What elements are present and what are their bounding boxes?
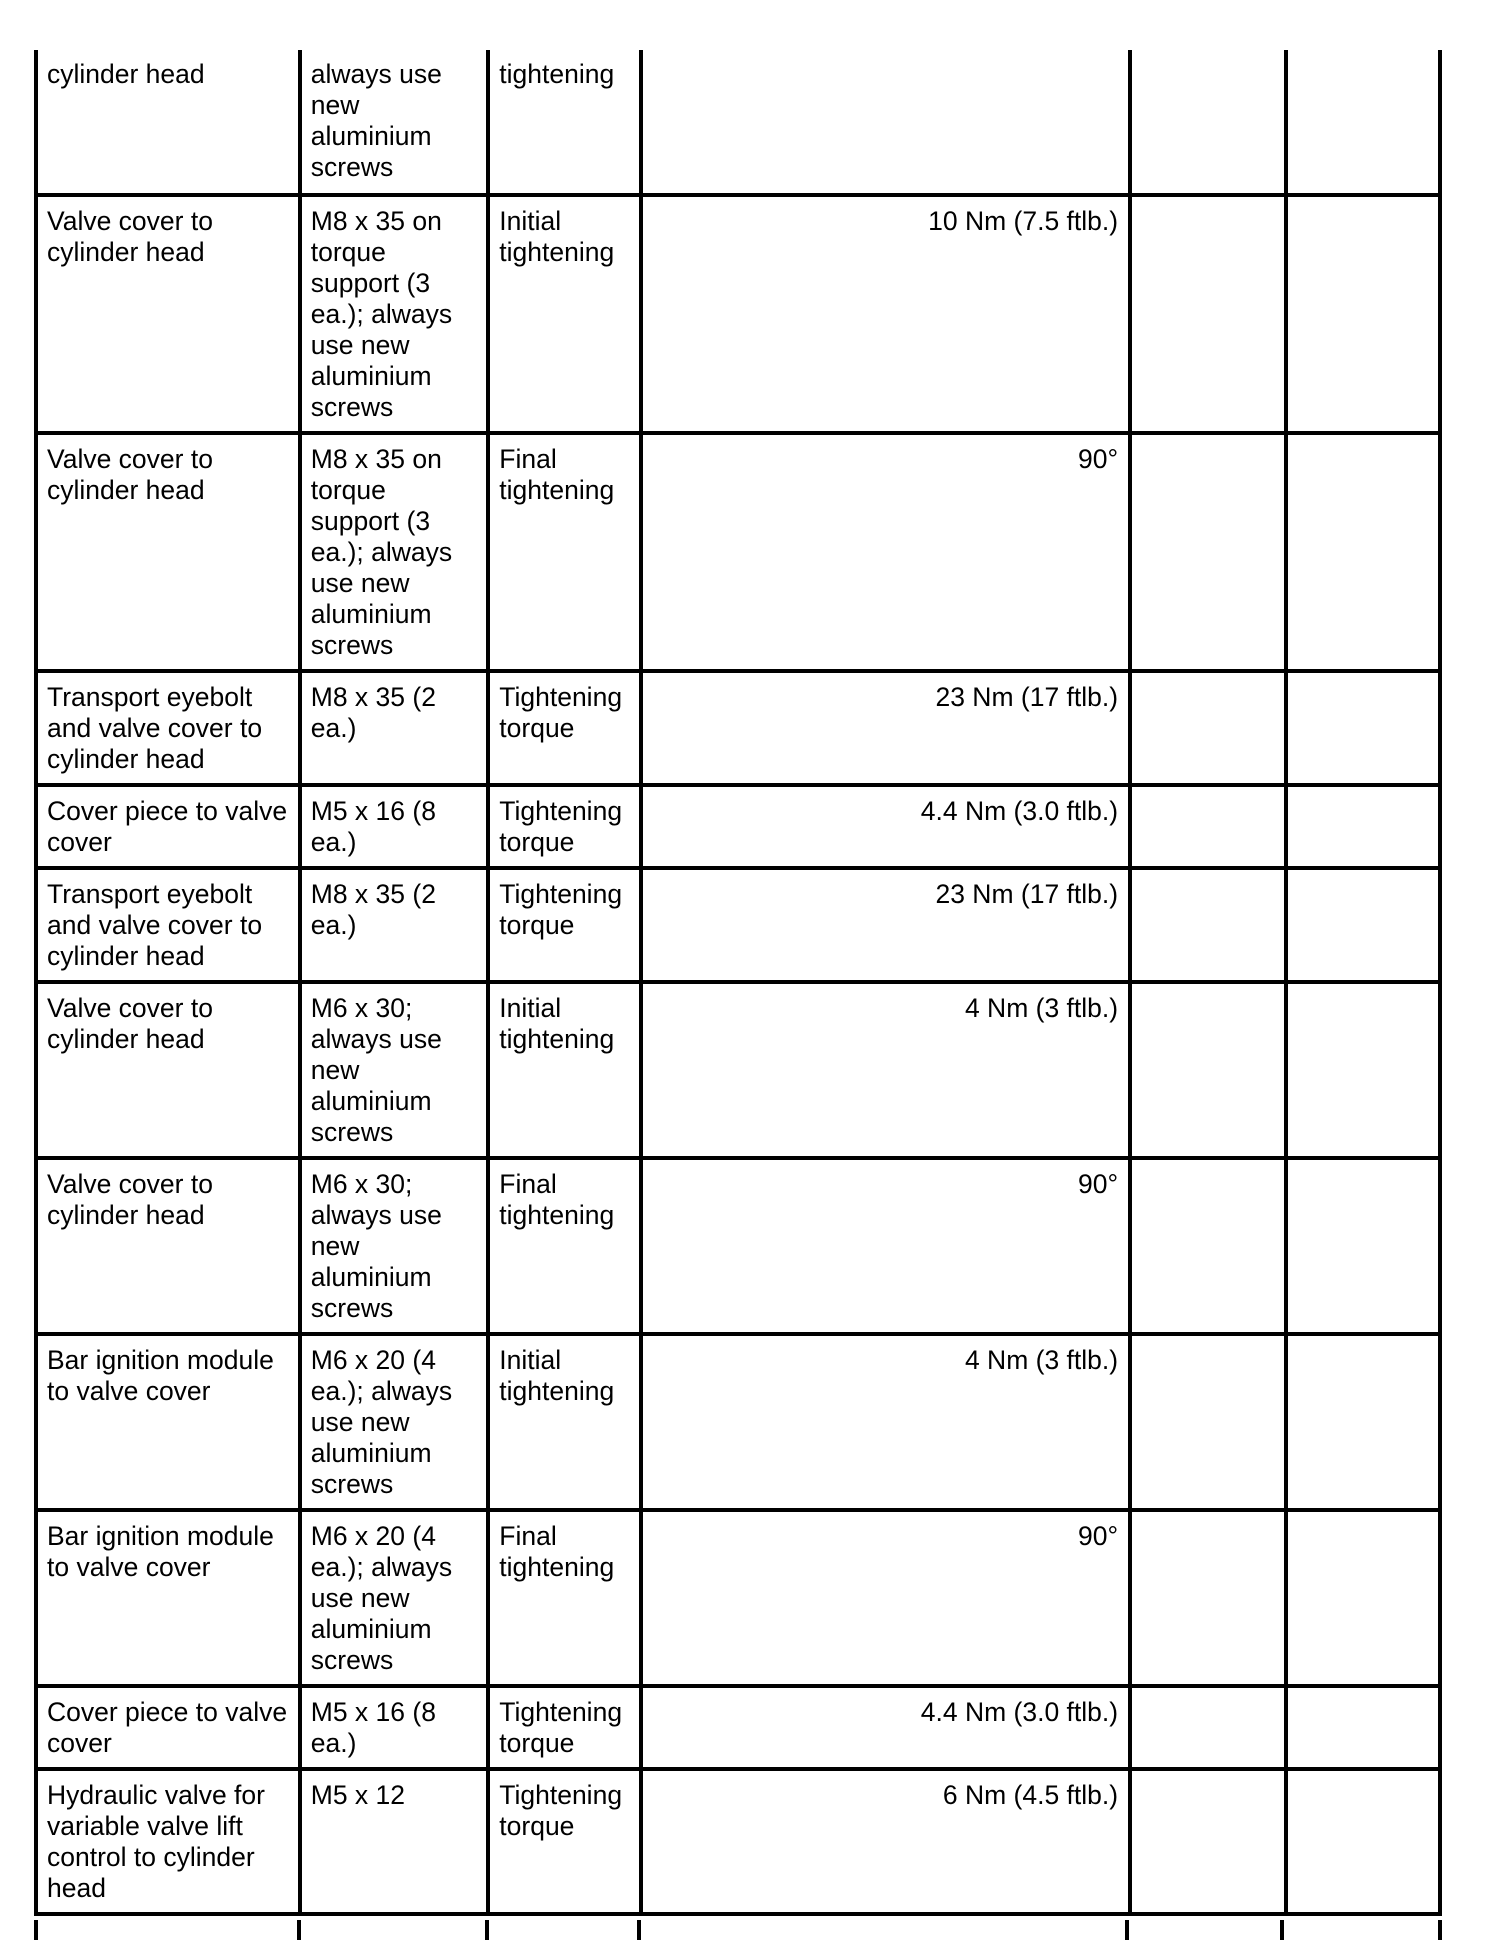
fastener-cell: M6 x 20 (4 ea.); always use new aluminium screws: [300, 1510, 489, 1686]
table-row: [36, 982, 1440, 1158]
fastener-cell: M8 x 35 (2 ea.): [300, 671, 489, 785]
torque-value-cell: 90°: [641, 1158, 1130, 1334]
stage-cell: Initial tightening: [488, 982, 640, 1158]
torque-value-cell: 23 Nm (17 ftlb.): [641, 868, 1130, 982]
empty-cell: [1286, 50, 1440, 195]
column-rule: [1125, 1920, 1280, 1940]
fastener-cell: M8 x 35 (2 ea.): [300, 868, 489, 982]
component-cell: cylinder head: [36, 50, 300, 195]
empty-cell: [1130, 1510, 1285, 1686]
empty-cell: [1130, 1686, 1285, 1769]
stage-cell: tightening: [488, 50, 640, 195]
component-cell: Valve cover to cylinder head: [36, 433, 300, 671]
table-row: [36, 433, 1440, 671]
table-row: [36, 195, 1440, 433]
fastener-cell: always use new aluminium screws: [300, 50, 489, 195]
table-row: [36, 50, 1440, 195]
stage-cell: Initial tightening: [488, 195, 640, 433]
empty-cell: [1130, 1158, 1285, 1334]
empty-cell: [1130, 982, 1285, 1158]
fastener-cell: M6 x 30; always use new aluminium screws: [300, 982, 489, 1158]
fastener-cell: M8 x 35 on torque support (3 ea.); always use new aluminium screws: [300, 433, 489, 671]
stage-cell: Tightening torque: [488, 671, 640, 785]
component-cell: Valve cover to cylinder head: [36, 982, 300, 1158]
table-row: [36, 1334, 1440, 1510]
empty-cell: [1130, 1769, 1285, 1914]
column-rule: [297, 1920, 485, 1940]
table-row: [36, 868, 1440, 982]
torque-spec-table: [34, 50, 1442, 1916]
stage-cell: Tightening torque: [488, 1686, 640, 1769]
empty-cell: [1130, 785, 1285, 868]
table-row: [36, 1158, 1440, 1334]
fastener-cell: M6 x 30; always use new aluminium screws: [300, 1158, 489, 1334]
empty-cell: [1130, 671, 1285, 785]
fastener-cell: M5 x 16 (8 ea.): [300, 785, 489, 868]
component-cell: Bar ignition module to valve cover: [36, 1510, 300, 1686]
component-cell: Cover piece to valve cover: [36, 1686, 300, 1769]
torque-value-cell: 23 Nm (17 ftlb.): [641, 671, 1130, 785]
stage-cell: Final tightening: [488, 1158, 640, 1334]
stage-cell: Final tightening: [488, 1510, 640, 1686]
empty-cell: [1130, 195, 1285, 433]
empty-cell: [1286, 671, 1440, 785]
component-cell: Valve cover to cylinder head: [36, 1158, 300, 1334]
torque-value-cell: 6 Nm (4.5 ftlb.): [641, 1769, 1130, 1914]
empty-cell: [1130, 433, 1285, 671]
component-cell: Bar ignition module to valve cover: [36, 1334, 300, 1510]
empty-cell: [1286, 785, 1440, 868]
empty-cell: [1286, 1510, 1440, 1686]
torque-value-cell: 4.4 Nm (3.0 ftlb.): [641, 1686, 1130, 1769]
torque-value-cell: 10 Nm (7.5 ftlb.): [641, 195, 1130, 433]
stage-cell: Tightening torque: [488, 1769, 640, 1914]
table-row: [36, 785, 1440, 868]
column-rule: [485, 1920, 637, 1940]
fastener-cell: M6 x 20 (4 ea.); always use new aluminium screws: [300, 1334, 489, 1510]
component-cell: Hydraulic valve for variable valve lift control to cylinder head: [36, 1769, 300, 1914]
component-cell: Cover piece to valve cover: [36, 785, 300, 868]
fastener-cell: M5 x 12: [300, 1769, 489, 1914]
empty-cell: [1286, 195, 1440, 433]
empty-cell: [1286, 1769, 1440, 1914]
column-rule: [1280, 1920, 1442, 1940]
empty-cell: [1286, 1334, 1440, 1510]
fastener-cell: M5 x 16 (8 ea.): [300, 1686, 489, 1769]
stage-cell: Initial tightening: [488, 1334, 640, 1510]
empty-cell: [1130, 50, 1285, 195]
torque-value-cell: 4.4 Nm (3.0 ftlb.): [641, 785, 1130, 868]
torque-value-cell: 4 Nm (3 ftlb.): [641, 1334, 1130, 1510]
torque-value-cell: 90°: [641, 433, 1130, 671]
table-continuation-stubs: [34, 1920, 1442, 1940]
table-row: [36, 1686, 1440, 1769]
table-row: [36, 1769, 1440, 1914]
stage-cell: Final tightening: [488, 433, 640, 671]
component-cell: Transport eyebolt and valve cover to cylinder head: [36, 671, 300, 785]
empty-cell: [1130, 868, 1285, 982]
empty-cell: [1286, 982, 1440, 1158]
fastener-cell: M8 x 35 on torque support (3 ea.); always use new aluminium screws: [300, 195, 489, 433]
stage-cell: Tightening torque: [488, 868, 640, 982]
empty-cell: [1286, 1158, 1440, 1334]
column-rule: [637, 1920, 1125, 1940]
stage-cell: Tightening torque: [488, 785, 640, 868]
component-cell: Transport eyebolt and valve cover to cylinder head: [36, 868, 300, 982]
torque-value-cell: 4 Nm (3 ftlb.): [641, 982, 1130, 1158]
empty-cell: [1286, 433, 1440, 671]
table-row: [36, 671, 1440, 785]
component-cell: Valve cover to cylinder head: [36, 195, 300, 433]
torque-value-cell: 90°: [641, 1510, 1130, 1686]
empty-cell: [1130, 1334, 1285, 1510]
column-rule: [34, 1920, 297, 1940]
torque-value-cell: [641, 50, 1130, 195]
empty-cell: [1286, 1686, 1440, 1769]
table-row: [36, 1510, 1440, 1686]
empty-cell: [1286, 868, 1440, 982]
